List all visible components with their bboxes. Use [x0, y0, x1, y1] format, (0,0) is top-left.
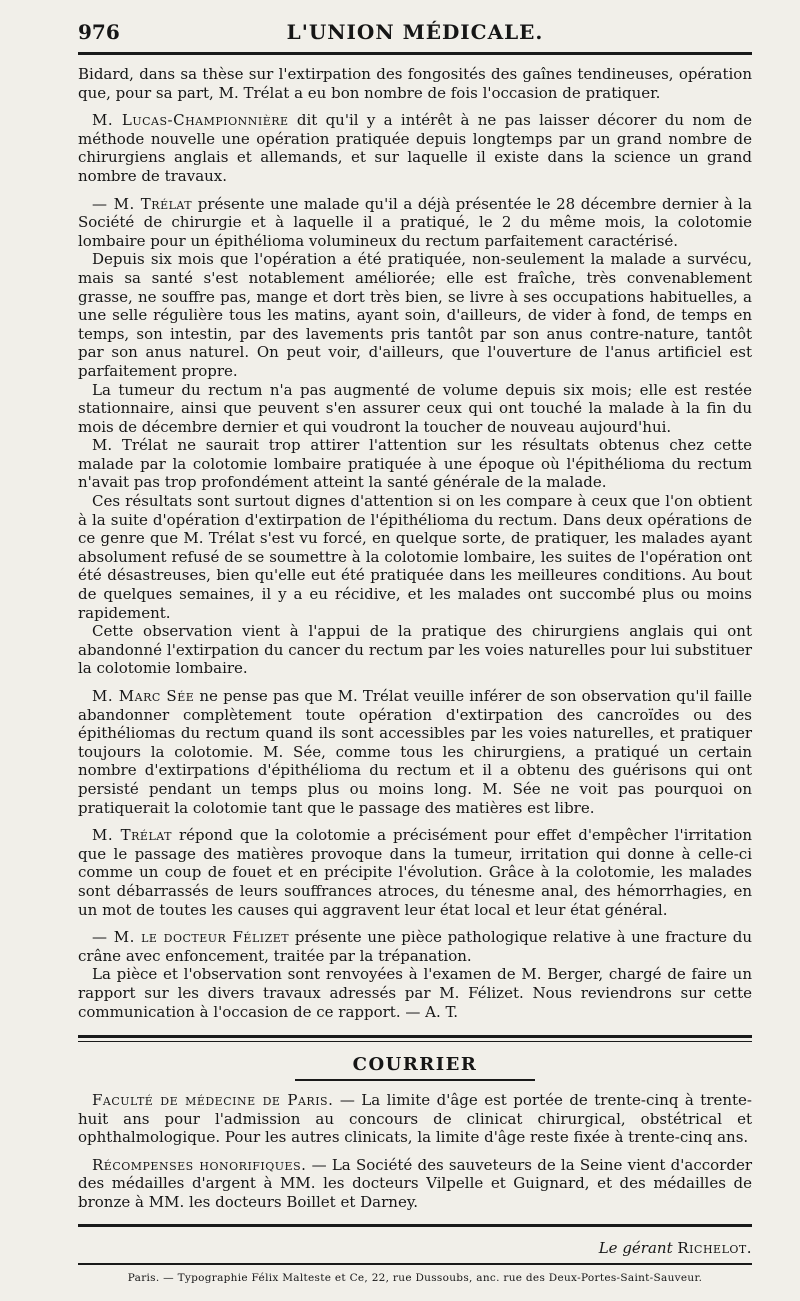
news-item	[78, 1091, 752, 1147]
paragraph	[78, 826, 752, 919]
paragraph-text: Depuis six mois que l'opération a été pratiquée, non-seulement la malade a survécu, mais sa santé s'est notablement améliorée; elle est fraîche, très convenablement grasse, ne souffre pas, mange et dort très bien, se livre à ses occupations habituelles, a une selle régulière tous les matins, ayant soin, d'ailleurs, de vider à fond, de temps en temps, son intestin, par des lavements pris tantôt par son anus contre-nature, tantôt par son anus naturel. On peut voir, d'ailleurs, que l'ouverture de l'anus artificiel est parfaitement propre.	[78, 250, 752, 380]
speaker-name: M. Trélat	[92, 826, 172, 845]
paragraph-text: répond que la colotomie a précisément pour effet d'empêcher l'irritation que le passage des matières provoque dans la tumeur, irritation qui donne à celle-ci comme un coup de fouet et en précipite l'évolution. Grâce à la colotomie, les malades sont débarrassés de leurs souffrances atroces, du ténesme anal, des hémorrhagies, en un mot de toutes les causes qui aggravent leur état local et leur état général.	[78, 826, 752, 919]
paragraph	[78, 965, 752, 1021]
paragraph	[78, 195, 752, 251]
paragraph-text: présente une malade qu'il a déjà présentée le 28 décembre dernier à la Société de chirurgie et à laquelle il a pratiqué, le 2 du même mois, la colotomie lombaire pour un épithélioma volumineux du rectum parfaitement caractérisé.	[78, 194, 752, 250]
news-item	[78, 1156, 752, 1212]
page-header	[78, 18, 752, 52]
courrier-body	[78, 1091, 752, 1212]
paragraph-text: La tumeur du rectum n'a pas augmenté de volume depuis six mois; elle est restée stationnaire, ainsi que peuvent s'en assurer ceux qui ont touché la malade à la fin du mois de décembre dernier et qui voudront la toucher de nouveau aujourd'hui.	[78, 380, 752, 436]
news-heading: Faculté de médecine de Paris.	[92, 1091, 334, 1110]
news-text: — La limite d'âge est portée de trente-cinq à trente-huit ans pour l'admission au concours de clinicat chirurgical, obstétrical et ophthalmologique. Pour les autres clinicats, la limite d'âge reste fixée à trente-cinq ans.	[78, 1091, 752, 1147]
paragraph-text: ne pense pas que M. Trélat veuille inférer de son observation qu'il faille abandonner complètement toute opération d'extirpation des cancroïdes ou des épithéliomas du rectum quand ils sont accessibles par les voies naturelles, et pratiquer toujours la colotomie. M. Sée, comme tous les chirurgiens, a pratiqué un certain nombre d'extirpations d'épithélioma du rectum et il a obtenu des guérisons qui ont persisté pendant un temps plus ou moins long. M. Sée ne voit pas pourquoi on pratiquerait la colotomie tant que le passage des matières est libre.	[78, 687, 752, 817]
paragraph	[78, 65, 752, 102]
paragraph	[78, 111, 752, 185]
printer-imprint: Paris. — Typographie Félix Malteste et Ce, 22, rue Dussoubs, anc. rue des Deux-Portes-Saint-Sauveur.	[127, 1271, 703, 1284]
journal-title: L'UNION MÉDICALE.	[286, 20, 544, 44]
article-body	[78, 65, 752, 1021]
speaker-name: M. Marc Sée	[92, 687, 195, 705]
section-title: COURRIER	[352, 1054, 478, 1076]
speaker-name: — M. Trélat	[92, 194, 193, 213]
paragraph	[78, 687, 752, 817]
paragraph-text: Ces résultats sont surtout dignes d'attention si on les compare à ceux que l'on obtient à la suite d'opération d'extirpation de l'épithélioma du rectum. Dans deux opérations de ce genre que M. Trélat s'est vu forcé, en quelque sorte, de pratiquer, les malades ayant absolument refusé de se soumettre à la colotomie lombaire, les suites de l'opération ont été désastreuses, bien qu'elle eut été pratiquée dans les meilleures conditions. Au bout de quelques semaines, il y a eu récidive, et les malades ont succombé plus ou moins rapidement.	[78, 492, 752, 622]
title-underline	[295, 1079, 535, 1081]
paragraph-text: Cette observation vient à l'appui de la pratique des chirurgiens anglais qui ont abandonné l'extirpation du cancer du rectum par les voies naturelles pour lui substituer la colotomie lombaire.	[78, 622, 752, 678]
paragraph	[78, 436, 752, 492]
footer-rule	[78, 1224, 752, 1227]
news-text: — La Société des sauveteurs de la Seine vient d'accorder des médailles d'argent à MM. les docteurs Vilpelle et Guignard, et des médailles de bronze à MM. les docteurs Boillet et Darney.	[78, 1155, 752, 1212]
header-rule	[78, 52, 752, 55]
paragraph	[78, 250, 752, 380]
page-number: 976	[78, 20, 120, 44]
speaker-name: — M. le docteur Félizet	[92, 928, 290, 947]
paragraph-text: La pièce et l'observation sont renvoyées à l'examen de M. Berger, chargé de faire un rapport sur les divers travaux adressés par M. Félizet. Nous reviendrons sur cette communication à l'occasion de ce rapport. — A. T.	[78, 965, 752, 1021]
paragraph-text: Bidard, dans sa thèse sur l'extirpation des fongosités des gaînes tendineuses, opération que, pour sa part, M. Trélat a eu bon nombre de fois l'occasion de pratiquer.	[78, 65, 752, 102]
speaker-name: M. Lucas-Championnière	[92, 111, 289, 130]
signature-name: Richelot.	[677, 1238, 752, 1257]
paragraph	[78, 622, 752, 678]
signature-label: Le gérant	[598, 1238, 673, 1257]
paragraph	[78, 381, 752, 437]
section-divider	[78, 1035, 752, 1042]
paragraph	[78, 492, 752, 622]
paragraph-text: dit qu'il y a intérêt à ne pas laisser décorer du nom de méthode nouvelle une opération pratiquée depuis longtemps par un grand nombre de chirurgiens anglais et allemands, et sur laquelle il existe dans la science un grand nombre de travaux.	[78, 111, 752, 185]
paragraph-text: présente une pièce pathologique relative à une fracture du crâne avec enfoncement, traitée par la trépanation.	[78, 928, 752, 965]
signature	[78, 1239, 752, 1257]
paragraph-text: M. Trélat ne saurait trop attirer l'attention sur les résultats obtenus chez cette malade par la colotomie lombaire pratiquée à une époque où l'épithélioma du rectum n'avait pas trop profondément atteint la santé générale de la malade.	[78, 436, 752, 492]
paragraph	[78, 928, 752, 965]
bottom-rule	[78, 1263, 752, 1265]
news-heading: Récompenses honorifiques.	[92, 1155, 307, 1174]
